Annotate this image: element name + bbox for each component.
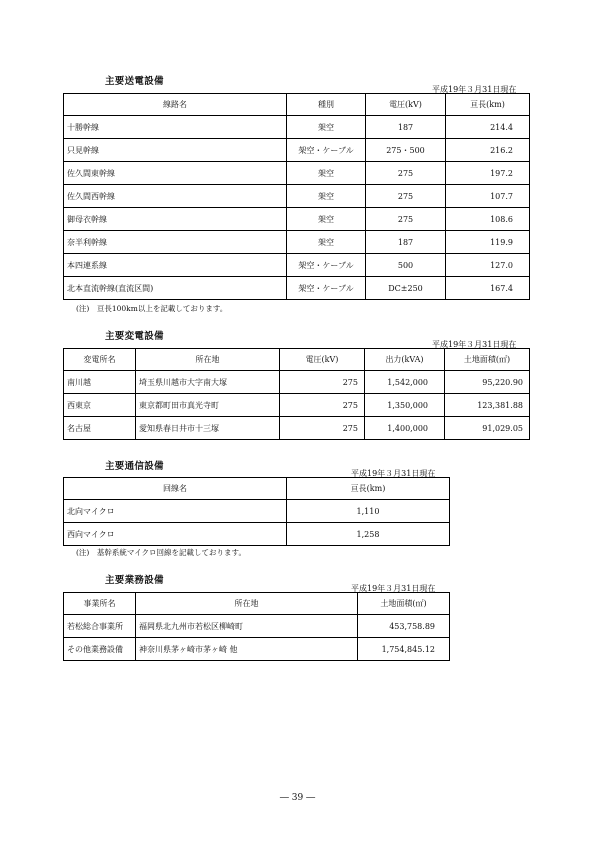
page-number: ― 39 ― [279,793,316,803]
office-location: 神奈川県茅ヶ崎市茅ヶ崎 他 [136,638,358,661]
substation-location: 東京都町田市真光寺町 [136,394,280,417]
transmission-heading: 主要送電設備 [105,76,164,87]
substation-voltage: 275 [280,417,365,440]
substation-location: 埼玉県川越市大字南大塚 [136,371,280,394]
substation-location: 愛知県春日井市十三塚 [136,417,280,440]
column-header: 電圧(kV) [366,94,446,116]
line-voltage: 275 [366,208,446,231]
transmission-table [63,93,530,300]
table-row [64,139,530,162]
line-type: 架空 [287,208,366,231]
substation-name: 西東京 [64,394,136,417]
column-header: 土地面積(㎡) [445,349,530,371]
table-header-row [64,478,450,500]
office-land-area: 453,758.89 [358,615,450,638]
column-header: 回線名 [64,478,287,500]
line-length: 107.7 [446,185,530,208]
line-type: 架空 [287,162,366,185]
line-type: 架空・ケーブル [287,254,366,277]
substation-land-area: 91,029.05 [445,417,530,440]
business-heading: 主要業務設備 [105,575,164,586]
substation-land-area: 123,381.88 [445,394,530,417]
substation-output: 1,400,000 [365,417,445,440]
table-row [64,371,530,394]
line-type: 架空・ケーブル [287,277,366,300]
table-row [64,185,530,208]
circuit-name: 西向マイクロ [64,523,287,546]
line-length: 216.2 [446,139,530,162]
office-name: その他業務設備 [64,638,136,661]
table-row [64,638,450,661]
substation-as-of: 平成19年３月31日現在 [432,340,517,349]
business-table [63,592,450,661]
column-header: 出力(kVA) [365,349,445,371]
transmission-as-of: 平成19年３月31日現在 [432,85,517,94]
line-voltage: DC±250 [366,277,446,300]
column-header: 種別 [287,94,366,116]
table-row [64,254,530,277]
business-as-of: 平成19年３月31日現在 [351,584,436,593]
office-name: 若松総合事業所 [64,615,136,638]
table-row [64,231,530,254]
table-row [64,277,530,300]
line-length: 167.4 [446,277,530,300]
line-length: 119.9 [446,231,530,254]
line-length: 197.2 [446,162,530,185]
column-header: 亘長(km) [287,478,450,500]
column-header: 変電所名 [64,349,136,371]
column-header: 土地面積(㎡) [358,593,450,615]
substation-output: 1,350,000 [365,394,445,417]
table-row [64,615,450,638]
line-type: 架空 [287,231,366,254]
column-header: 電圧(kV) [280,349,365,371]
table-row [64,208,530,231]
line-name: 奈半利幹線 [64,231,287,254]
line-name: 只見幹線 [64,139,287,162]
circuit-length: 1,110 [287,500,450,523]
line-voltage: 275・500 [366,139,446,162]
substation-name: 南川越 [64,371,136,394]
table-row [64,500,450,523]
line-length: 108.6 [446,208,530,231]
line-name: 十勝幹線 [64,116,287,139]
substation-voltage: 275 [280,371,365,394]
communication-heading: 主要通信設備 [105,461,164,472]
line-voltage: 275 [366,162,446,185]
circuit-name: 北向マイクロ [64,500,287,523]
column-header: 線路名 [64,94,287,116]
substation-name: 名古屋 [64,417,136,440]
communication-as-of: 平成19年３月31日現在 [351,469,436,478]
office-land-area: 1,754,845.12 [358,638,450,661]
line-length: 127.0 [446,254,530,277]
line-type: 架空 [287,185,366,208]
line-voltage: 275 [366,185,446,208]
table-row [64,162,530,185]
communication-table [63,477,450,546]
circuit-length: 1,258 [287,523,450,546]
line-name: 佐久間西幹線 [64,185,287,208]
line-voltage: 187 [366,231,446,254]
line-name: 本四連系線 [64,254,287,277]
substation-output: 1,542,000 [365,371,445,394]
line-name: 北本直流幹線(直流区間) [64,277,287,300]
substation-voltage: 275 [280,394,365,417]
table-header-row [64,349,530,371]
line-type: 架空 [287,116,366,139]
column-header: 事業所名 [64,593,136,615]
line-name: 佐久間東幹線 [64,162,287,185]
line-voltage: 500 [366,254,446,277]
substation-heading: 主要変電設備 [105,331,164,342]
line-type: 架空・ケーブル [287,139,366,162]
substation-land-area: 95,220.90 [445,371,530,394]
communication-note: (注) 基幹系統マイクロ回線を記載しております。 [76,548,246,557]
transmission-note: (注) 亘長100km以上を記載しております。 [76,304,228,313]
line-length: 214.4 [446,116,530,139]
table-row [64,417,530,440]
substation-table [63,348,530,440]
line-voltage: 187 [366,116,446,139]
column-header: 亘長(km) [446,94,530,116]
table-row [64,394,530,417]
line-name: 御母衣幹線 [64,208,287,231]
table-header-row [64,593,450,615]
column-header: 所在地 [136,349,280,371]
table-header-row [64,94,530,116]
table-row [64,116,530,139]
table-row [64,523,450,546]
column-header: 所在地 [136,593,358,615]
office-location: 福岡県北九州市若松区柳崎町 [136,615,358,638]
